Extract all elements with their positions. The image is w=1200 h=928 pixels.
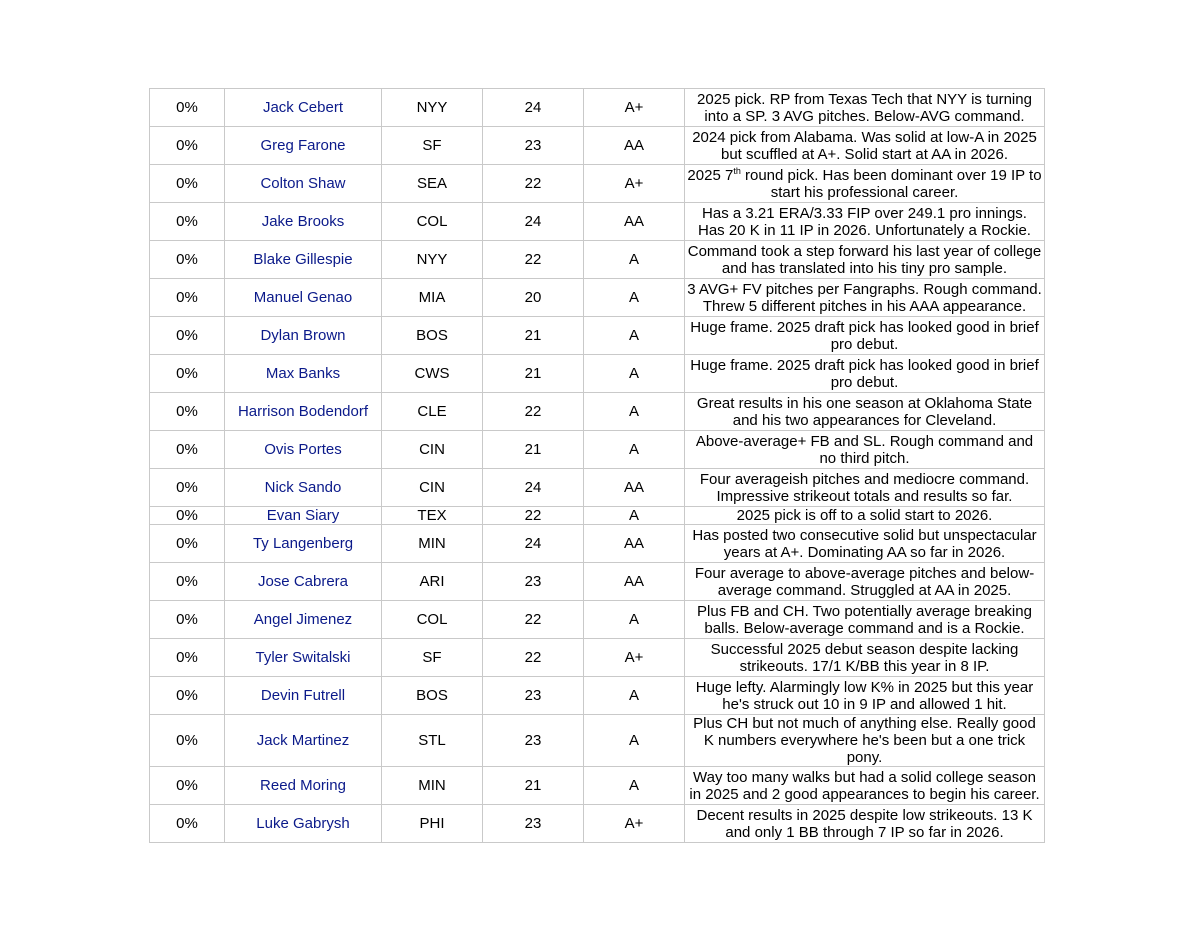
age-cell: 23 [483, 715, 584, 767]
note-cell: Plus FB and CH. Two potentially average breaking balls. Below-average command and is a Rockie. [685, 601, 1045, 639]
note-cell: Plus CH but not much of anything else. Really good K numbers everywhere he's been but a one trick pony. [685, 715, 1045, 767]
age-cell: 24 [483, 89, 584, 127]
team-cell: SF [382, 639, 483, 677]
level-cell: A+ [584, 639, 685, 677]
pct-cell: 0% [150, 127, 225, 165]
team-cell: COL [382, 203, 483, 241]
table-row [150, 279, 1045, 317]
table-row [150, 507, 1045, 525]
age-cell: 24 [483, 469, 584, 507]
level-cell: A [584, 355, 685, 393]
table-row [150, 767, 1045, 805]
ordinal-superscript: th [733, 165, 741, 176]
age-cell: 23 [483, 127, 584, 165]
level-cell: A [584, 431, 685, 469]
player-name-cell: Colton Shaw [225, 165, 382, 203]
pct-cell: 0% [150, 639, 225, 677]
pct-cell: 0% [150, 279, 225, 317]
player-name-cell: Reed Moring [225, 767, 382, 805]
age-cell: 23 [483, 563, 584, 601]
team-cell: CIN [382, 431, 483, 469]
player-name-cell: Angel Jimenez [225, 601, 382, 639]
age-cell: 21 [483, 355, 584, 393]
table-row [150, 469, 1045, 507]
team-cell: ARI [382, 563, 483, 601]
pct-cell: 0% [150, 355, 225, 393]
table-row [150, 355, 1045, 393]
note-cell: 3 AVG+ FV pitches per Fangraphs. Rough command. Threw 5 different pitches in his AAA appearance. [685, 279, 1045, 317]
table-row [150, 165, 1045, 203]
player-name-cell: Ty Langenberg [225, 525, 382, 563]
team-cell: MIN [382, 767, 483, 805]
player-name-cell: Jack Cebert [225, 89, 382, 127]
team-cell: TEX [382, 507, 483, 525]
pct-cell: 0% [150, 393, 225, 431]
pct-cell: 0% [150, 715, 225, 767]
player-name-cell: Dylan Brown [225, 317, 382, 355]
player-name-cell: Jake Brooks [225, 203, 382, 241]
pct-cell: 0% [150, 317, 225, 355]
pct-cell: 0% [150, 601, 225, 639]
table-row [150, 715, 1045, 767]
level-cell: AA [584, 525, 685, 563]
level-cell: AA [584, 563, 685, 601]
pct-cell: 0% [150, 165, 225, 203]
team-cell: BOS [382, 317, 483, 355]
table-row [150, 563, 1045, 601]
age-cell: 24 [483, 203, 584, 241]
age-cell: 21 [483, 431, 584, 469]
note-cell: Great results in his one season at Oklahoma State and his two appearances for Cleveland. [685, 393, 1045, 431]
player-name-cell: Harrison Bodendorf [225, 393, 382, 431]
team-cell: STL [382, 715, 483, 767]
note-cell: Above-average+ FB and SL. Rough command and no third pitch. [685, 431, 1045, 469]
note-cell: Command took a step forward his last year of college and has translated into his tiny pro sample. [685, 241, 1045, 279]
table-row [150, 677, 1045, 715]
table-row [150, 241, 1045, 279]
note-cell: 2025 pick is off to a solid start to 2026. [685, 507, 1045, 525]
note-cell: Huge lefty. Alarmingly low K% in 2025 but this year he's struck out 10 in 9 IP and allowed 1 hit. [685, 677, 1045, 715]
player-name-cell: Manuel Genao [225, 279, 382, 317]
table-row [150, 393, 1045, 431]
age-cell: 21 [483, 767, 584, 805]
pct-cell: 0% [150, 89, 225, 127]
player-name-cell: Jose Cabrera [225, 563, 382, 601]
team-cell: MIA [382, 279, 483, 317]
player-name-cell: Blake Gillespie [225, 241, 382, 279]
pct-cell: 0% [150, 767, 225, 805]
pct-cell: 0% [150, 677, 225, 715]
age-cell: 22 [483, 639, 584, 677]
pct-cell: 0% [150, 203, 225, 241]
player-name-cell: Max Banks [225, 355, 382, 393]
level-cell: A [584, 393, 685, 431]
level-cell: AA [584, 469, 685, 507]
level-cell: A [584, 601, 685, 639]
pct-cell: 0% [150, 241, 225, 279]
note-cell: Huge frame. 2025 draft pick has looked good in brief pro debut. [685, 355, 1045, 393]
note-cell: Way too many walks but had a solid college season in 2025 and 2 good appearances to begin his career. [685, 767, 1045, 805]
age-cell: 24 [483, 525, 584, 563]
level-cell: A [584, 317, 685, 355]
player-name-cell: Jack Martinez [225, 715, 382, 767]
table-row [150, 127, 1045, 165]
team-cell: MIN [382, 525, 483, 563]
note-cell: Successful 2025 debut season despite lacking strikeouts. 17/1 K/BB this year in 8 IP. [685, 639, 1045, 677]
note-cell [685, 165, 1045, 203]
pct-cell: 0% [150, 431, 225, 469]
pct-cell: 0% [150, 469, 225, 507]
team-cell: CIN [382, 469, 483, 507]
table-row [150, 639, 1045, 677]
age-cell: 23 [483, 677, 584, 715]
pct-cell: 0% [150, 805, 225, 843]
player-name-cell: Devin Futrell [225, 677, 382, 715]
level-cell: A [584, 279, 685, 317]
level-cell: A [584, 767, 685, 805]
age-cell: 22 [483, 241, 584, 279]
age-cell: 22 [483, 393, 584, 431]
level-cell: A [584, 677, 685, 715]
level-cell: AA [584, 203, 685, 241]
pct-cell: 0% [150, 525, 225, 563]
note-cell: Four average to above-average pitches and below-average command. Struggled at AA in 2025. [685, 563, 1045, 601]
age-cell: 21 [483, 317, 584, 355]
team-cell: CWS [382, 355, 483, 393]
team-cell: NYY [382, 241, 483, 279]
pct-cell: 0% [150, 563, 225, 601]
note-cell: Four averageish pitches and mediocre command. Impressive strikeout totals and results so far. [685, 469, 1045, 507]
team-cell: PHI [382, 805, 483, 843]
age-cell: 22 [483, 165, 584, 203]
prospect-table [149, 88, 1045, 843]
pct-cell: 0% [150, 507, 225, 525]
table-row [150, 601, 1045, 639]
note-cell: Has posted two consecutive solid but unspectacular years at A+. Dominating AA so far in 2026. [685, 525, 1045, 563]
team-cell: COL [382, 601, 483, 639]
team-cell: BOS [382, 677, 483, 715]
level-cell: A [584, 507, 685, 525]
team-cell: CLE [382, 393, 483, 431]
age-cell: 23 [483, 805, 584, 843]
player-name-cell: Greg Farone [225, 127, 382, 165]
age-cell: 22 [483, 507, 584, 525]
team-cell: SEA [382, 165, 483, 203]
table-row [150, 805, 1045, 843]
level-cell: A+ [584, 165, 685, 203]
note-cell: Decent results in 2025 despite low strikeouts. 13 K and only 1 BB through 7 IP so far in 2026. [685, 805, 1045, 843]
level-cell: A+ [584, 89, 685, 127]
age-cell: 22 [483, 601, 584, 639]
player-name-cell: Nick Sando [225, 469, 382, 507]
note-text: round pick. Has been dominant over 19 IP to start his professional career. [740, 166, 1042, 201]
table-row [150, 431, 1045, 469]
table-row [150, 317, 1045, 355]
level-cell: A [584, 241, 685, 279]
level-cell: A+ [584, 805, 685, 843]
level-cell: AA [584, 127, 685, 165]
level-cell: A [584, 715, 685, 767]
note-text: 2025 7 [687, 166, 734, 184]
note-cell: Has a 3.21 ERA/3.33 FIP over 249.1 pro innings. Has 20 K in 11 IP in 2026. Unfortunately a Rockie. [685, 203, 1045, 241]
note-cell: 2024 pick from Alabama. Was solid at low-A in 2025 but scuffled at A+. Solid start at AA in 2026. [685, 127, 1045, 165]
note-cell: Huge frame. 2025 draft pick has looked good in brief pro debut. [685, 317, 1045, 355]
table-row [150, 525, 1045, 563]
note-cell: 2025 pick. RP from Texas Tech that NYY is turning into a SP. 3 AVG pitches. Below-AVG command. [685, 89, 1045, 127]
table-row [150, 203, 1045, 241]
age-cell: 20 [483, 279, 584, 317]
table-row [150, 89, 1045, 127]
player-name-cell: Evan Siary [225, 507, 382, 525]
player-name-cell: Ovis Portes [225, 431, 382, 469]
player-name-cell: Tyler Switalski [225, 639, 382, 677]
player-name-cell: Luke Gabrysh [225, 805, 382, 843]
team-cell: SF [382, 127, 483, 165]
team-cell: NYY [382, 89, 483, 127]
